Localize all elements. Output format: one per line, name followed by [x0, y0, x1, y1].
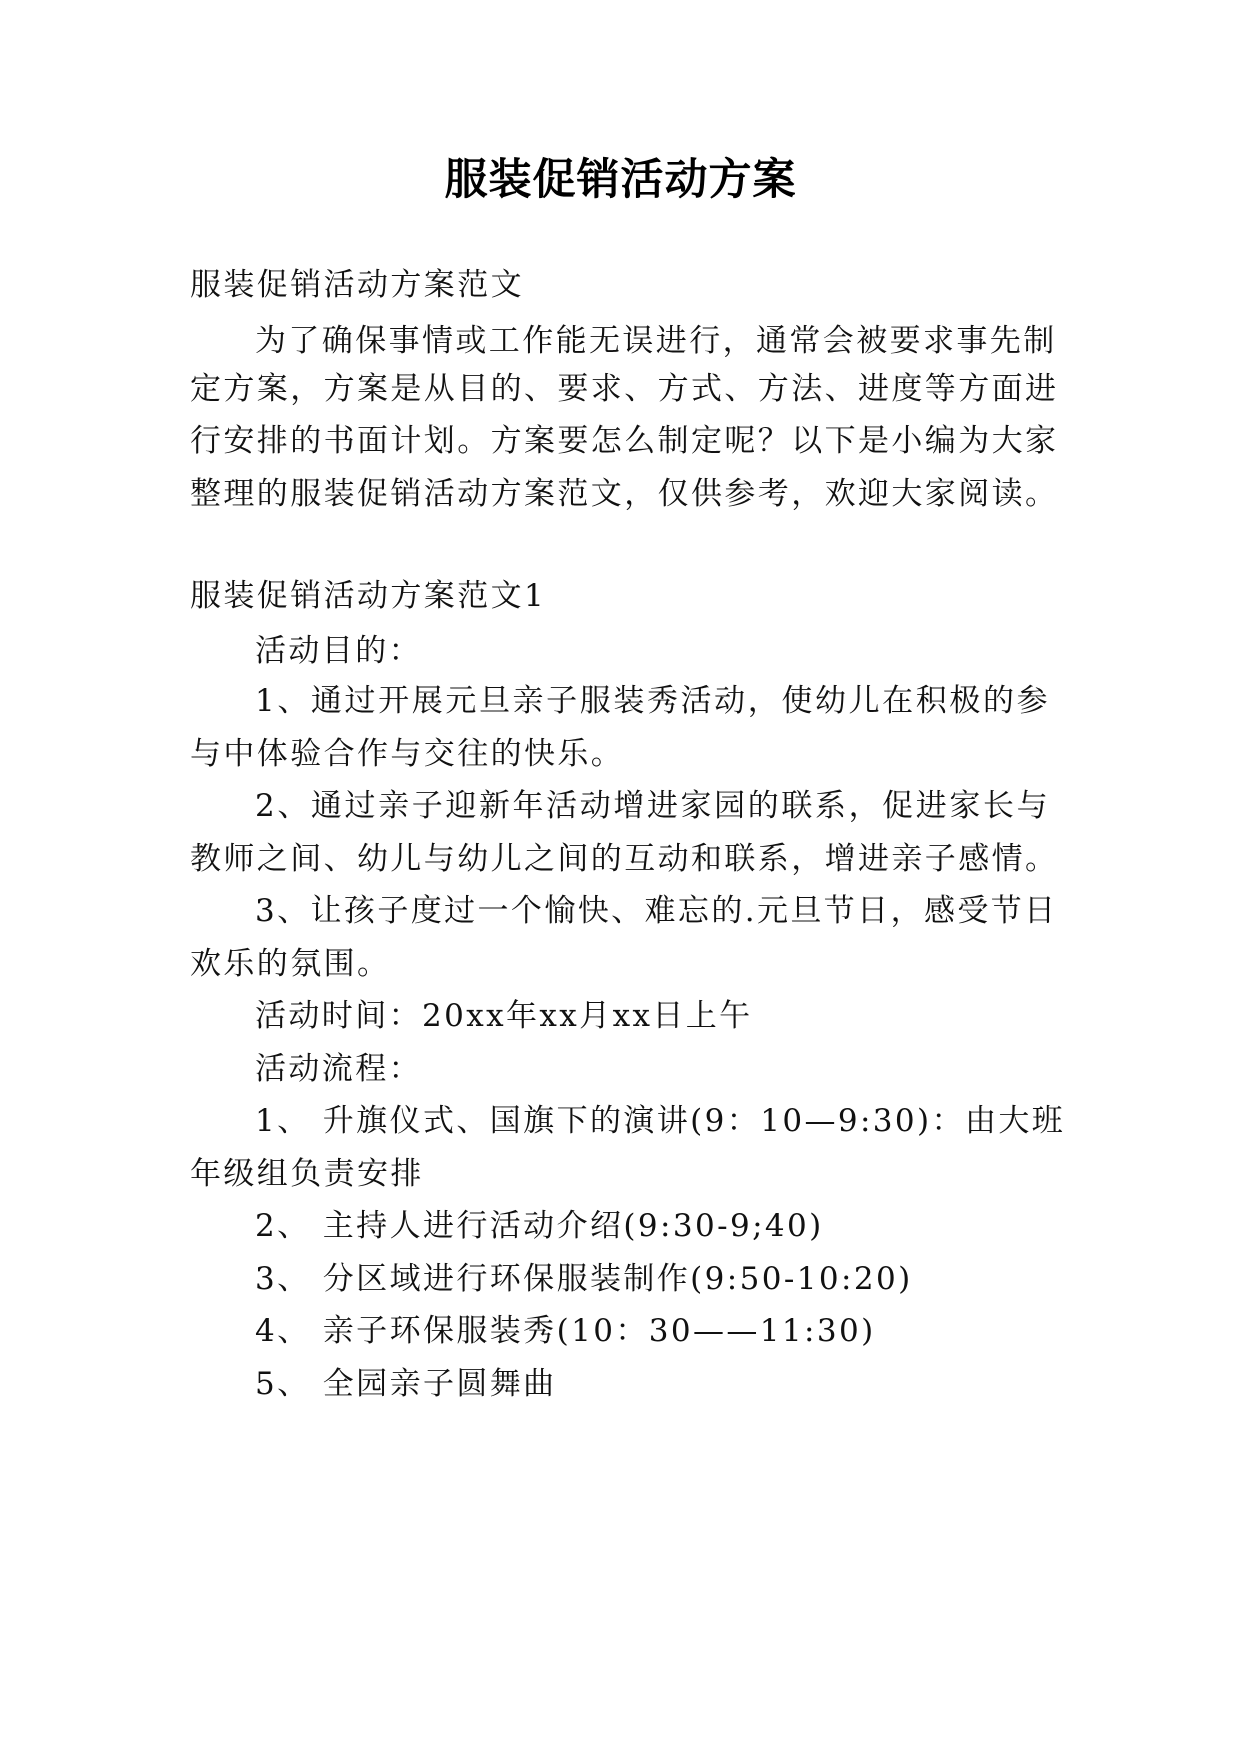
- paragraph-line: 活动时间：20xx年xx月xx日上午: [255, 998, 753, 1034]
- paragraph-line: 1、 升旗仪式、国旗下的演讲(9：10—9:30)：由大班: [255, 1103, 1066, 1139]
- paragraph-line: 5、 全园亲子圆舞曲: [255, 1366, 557, 1402]
- paragraph-line: 年级组负责安排: [190, 1156, 424, 1192]
- document-title: 服装促销活动方案: [444, 155, 797, 205]
- paragraph-line: 3、让孩子度过一个愉快、难忘的.元旦节日，感受节日: [255, 893, 1058, 929]
- paragraph-line: 为了确保事情或工作能无误进行，通常会被要求事先制: [255, 323, 1057, 359]
- section-heading: 服装促销活动方案范文1: [190, 578, 547, 614]
- section-heading: 服装促销活动方案范文: [190, 267, 524, 303]
- paragraph-line: 3、 分区域进行环保服装制作(9:50-10:20): [255, 1261, 913, 1297]
- paragraph-line: 2、 主持人进行活动介绍(9:30-9;40): [255, 1208, 824, 1244]
- paragraph-line: 行安排的书面计划。方案要怎么制定呢？以下是小编为大家: [190, 423, 1059, 459]
- paragraph-line: 2、通过亲子迎新年活动增进家园的联系，促进家长与: [255, 788, 1050, 824]
- paragraph-line: 定方案，方案是从目的、要求、方式、方法、进度等方面进: [190, 371, 1059, 407]
- paragraph-line: 活动目的：: [255, 633, 422, 669]
- paragraph-line: 与中体验合作与交往的快乐。: [190, 736, 625, 772]
- paragraph-line: 4、 亲子环保服装秀(10：30——11:30): [255, 1313, 876, 1349]
- paragraph-line: 整理的服装促销活动方案范文，仅供参考，欢迎大家阅读。: [190, 476, 1059, 512]
- paragraph-line: 活动流程：: [255, 1051, 422, 1087]
- paragraph-line: 欢乐的氛围。: [190, 946, 391, 982]
- paragraph-line: 教师之间、幼儿与幼儿之间的互动和联系，增进亲子感情。: [190, 841, 1059, 877]
- paragraph-line: 1、通过开展元旦亲子服装秀活动，使幼儿在积极的参: [255, 683, 1050, 719]
